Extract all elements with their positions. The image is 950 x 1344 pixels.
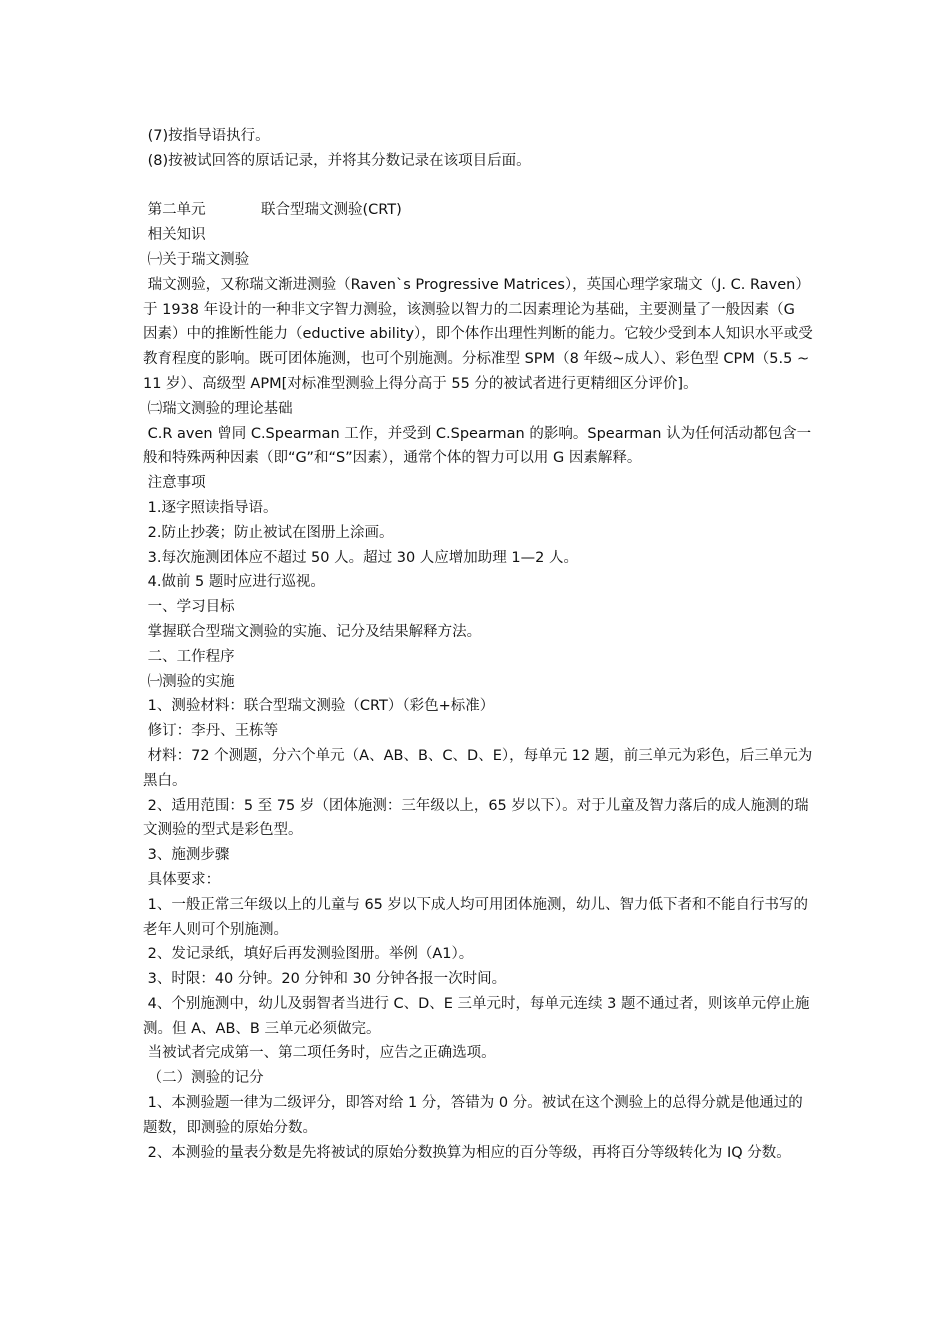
unit-title — [143, 198, 813, 223]
heading-learning-goal: 一、学习目标 — [143, 599, 235, 616]
paragraph-learning-goal: 掌握联合型瑞文测验的实施、记分及结果解释方法。 — [143, 623, 482, 640]
section-related-knowledge: 相关知识 — [143, 227, 206, 244]
document-body — [143, 124, 813, 1165]
paragraph-theory-basis: C.R aven 曾同 C.Spearman 工作，并受到 C.Spearman 的影响。Spearman 认为任何活动都包含一般和特殊两种因素（即“G”和“S”因素），通常个体的智力可以用 G 因素解释。 — [143, 425, 812, 467]
unit-name: 联合型瑞文测验(CRT) — [261, 202, 402, 219]
requirement-note: 当被试者完成第一、第二项任务时，应告之正确选项。 — [143, 1045, 496, 1062]
heading-test-administration: ㈠测验的实施 — [143, 673, 235, 690]
requirement-4: 4、个别施测中，幼儿及弱智者当进行 C、D、E 三单元时，每单元连续 3 题不通过者，则该单元停止施测。但 A、AB、B 三单元必须做完。 — [143, 995, 810, 1037]
heading-work-procedure: 二、工作程序 — [143, 648, 235, 665]
requirement-2: 2、发记录纸，填好后再发测验图册。举例（A1）。 — [143, 946, 474, 963]
step-7: (7)按指导语执行。 — [143, 128, 270, 144]
blank-line — [143, 174, 813, 199]
note-item-3: 3.每次施测团体应不超过 50 人。超过 30 人应增加助理 1—2 人。 — [143, 549, 578, 566]
heading-theory-basis: ㈡瑞文测验的理论基础 — [143, 400, 293, 417]
item-applicable-range: 2、适用范围：5 至 75 岁（团体施测：三年级以上，65 岁以下）。对于儿童及智力落后的成人施测的瑞文测验的型式是彩色型。 — [143, 797, 809, 839]
step-8: (8)按被试回答的原话记录，并将其分数记录在该项目后面。 — [143, 152, 531, 169]
item-test-material: 1、测验材料：联合型瑞文测验（CRT）（彩色+标准） — [143, 698, 495, 715]
heading-requirements: 具体要求： — [143, 871, 221, 888]
heading-notes: 注意事项 — [143, 475, 206, 492]
note-item-1: 1.逐字照读指导语。 — [143, 499, 278, 516]
note-item-4: 4.做前 5 题时应进行巡视。 — [143, 574, 325, 591]
requirement-3: 3、时限：40 分钟。20 分钟和 30 分钟各报一次时间。 — [143, 971, 507, 988]
item-steps: 3、施测步骤 — [143, 847, 230, 864]
scoring-item-2: 2、本测验的量表分数是先将被试的原始分数换算为相应的百分等级，再将百分等级转化为 IQ 分数。 — [143, 1144, 791, 1161]
paragraph-about-raven: 瑞文测验，又称瑞文渐进测验（Raven`s Progressive Matrices），英国心理学家瑞文（J. C. Raven）于 1938 年设计的一种非文字智力测验，该测验以智力的二因素理论为基础，主要测量了一般因素（G 因素）中的推断性能力（eductive ability），即个体作出理性判断的能力。它较少受到本人知识水平或受教育程度的影响。既可团体施测，也可个别施测。分标准型 SPM（8 年级~成人）、彩色型 CPM（5.5 ~ 11 岁）、高级型 APM[对标准型测验上得分高于 55 分的被试者进行更精细区分评价]。 — [143, 276, 814, 392]
scoring-item-1: 1、本测验题一律为二级评分，即答对给 1 分，答错为 0 分。被试在这个测验上的总得分就是他通过的题数，即测验的原始分数。 — [143, 1095, 803, 1136]
requirement-1: 1、一般正常三年级以上的儿童与 65 岁以下成人均可用团体施测，幼儿、智力低下者和不能自行书写的老年人则可个别施测。 — [143, 896, 808, 938]
item-revision: 修订：李丹、王栋等 — [143, 723, 279, 740]
unit-number: 第二单元 — [143, 202, 206, 219]
note-item-2: 2.防止抄袭；防止被试在图册上涂画。 — [143, 524, 394, 541]
heading-about-raven: ㈠关于瑞文测验 — [143, 251, 250, 268]
item-materials: 材料：72 个测题，分六个单元（A、AB、B、C、D、E），每单元 12 题，前三单元为彩色，后三单元为黑白。 — [143, 747, 813, 789]
heading-scoring: （二）测验的记分 — [143, 1070, 264, 1087]
